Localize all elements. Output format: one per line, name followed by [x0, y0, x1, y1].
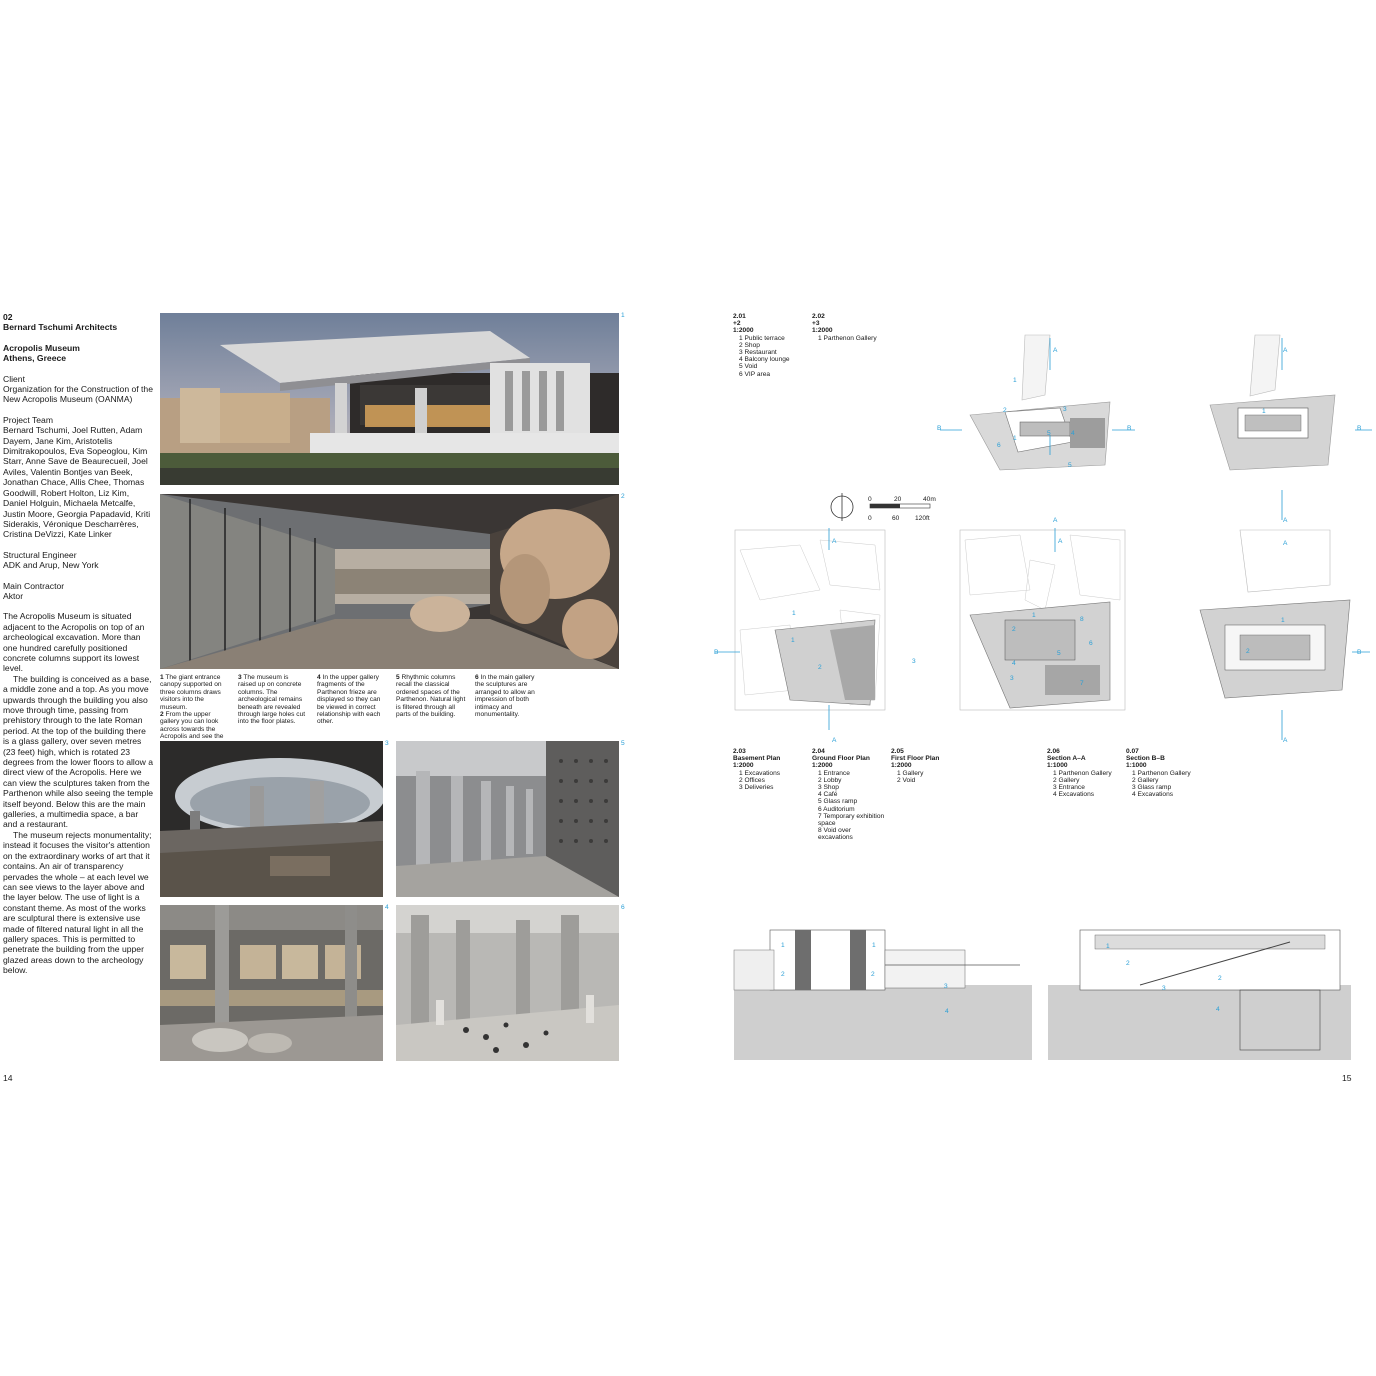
plan-label-2-05 — [891, 748, 966, 784]
plan-level-2-03: Basement Plan — [733, 755, 781, 763]
room-number: 1 — [1013, 435, 1017, 442]
photo-number-5: 5 — [621, 740, 625, 747]
contractor-value: Aktor — [3, 590, 24, 601]
team-value: Bernard Tschumi, Joel Rutten, Adam Dayem, Jane Kim, Aristotelis Dimitrakopoulos, Eva Sopeoglou, Kim Starr, Anne Save de Beaurecueil, Joel Aviles, Valentin Bontjes van Beek, Jonathan Chace, Allis Chee, Thomas Goodwill, Robert Holton, Liz Kim, Daniel Holguin, Michaela Metcalfe, Justin Moore, Georgia Papadavid, Kriti Siderakis, Véronique Descharrères, Cristina DeVizzi, Kate Linker — [3, 425, 151, 540]
legend-item: 1 Parthenon Gallery — [1132, 769, 1191, 777]
scale-label: 0 — [868, 515, 872, 522]
photo-main-gallery — [396, 905, 619, 1061]
marker-b: B — [1357, 425, 1362, 432]
team-label: Project Team — [3, 414, 53, 425]
plan-scale-2-01: 1:2000 — [733, 327, 754, 335]
room-number: 7 — [1080, 680, 1084, 687]
scale-label: 20 — [894, 496, 902, 503]
plan-code-2-03: 2.03 — [733, 748, 746, 755]
legend-item: 2 Gallery — [1132, 776, 1159, 784]
plan-scale-2-03: 1:2000 — [733, 762, 754, 770]
plan-scale-2-05: 1:2000 — [891, 762, 912, 770]
caption-col-4 — [396, 674, 466, 718]
legend-item: 1 Public terrace — [739, 334, 785, 342]
caption-text-4: In the upper gallery fragments of the Parthenon frieze are displayed so they can be viewed in correct relationship with each other. — [317, 674, 381, 726]
plan-code-2-06: 2.06 — [1047, 748, 1060, 755]
plan-label-2-04 — [812, 748, 887, 842]
body-paragraph-2: The building is conceived as a base, a middle zone and a top. As you move upwards through the building you also move through time, passing from prehistory through to the late Roman period. At the top of the building there is a glass gallery, over seven metres (23 feet) high, which is rotated 23 degrees from the lower floors to allow a direct view of the Acropolis. Here we can view the sculptures taken from the Parthenon while also seeing the temple itself beyond. Below this are the main galleries, a multimedia space, a bar and a restaurant. — [3, 673, 154, 830]
photo-number-6: 6 — [621, 904, 625, 911]
scale-label: 60 — [892, 515, 900, 522]
project-text-column — [3, 312, 153, 976]
plan-level-plus-3 — [1210, 335, 1372, 520]
plan-first-floor — [1200, 530, 1370, 740]
photo-raised-columns — [160, 741, 383, 897]
scale-label: 40m — [923, 496, 936, 503]
marker-b: B — [1357, 649, 1362, 656]
marker-a: A — [1283, 737, 1288, 744]
legend-item: 4 Excavations — [1132, 791, 1174, 799]
legend-item: 2 Shop — [739, 341, 760, 349]
room-number: 4 — [1071, 430, 1075, 437]
section-number: 1 — [872, 942, 876, 949]
legend-item: 1 Excavations — [739, 769, 781, 777]
caption-col-2 — [238, 674, 308, 726]
project-location: Athens, Greece — [3, 353, 67, 364]
section-b-b — [1048, 930, 1351, 1060]
caption-text-3: The museum is raised up on concrete columns. The archeological remains beneath are revealed through large holes cut into the floor plates. — [238, 674, 306, 726]
plan-scale-2-06: 1:1000 — [1047, 762, 1068, 770]
section-number: 3 — [1162, 985, 1166, 992]
plan-level-2-01: +2 — [733, 320, 741, 328]
marker-b: B — [937, 425, 942, 432]
plan-label-0-07 — [1126, 748, 1204, 798]
section-number: 2 — [1126, 960, 1130, 967]
legend-item: 3 Shop — [818, 784, 839, 792]
legend-item: 2 Void — [897, 776, 916, 784]
marker-a: A — [1283, 517, 1288, 524]
contractor-label: Main Contractor — [3, 580, 65, 591]
caption-num-4: 4 — [317, 674, 321, 681]
marker-b: B — [1127, 425, 1132, 432]
section-number: 2 — [781, 971, 785, 978]
photo-upper-gallery — [160, 494, 619, 669]
room-number: 6 — [997, 442, 1001, 449]
legend-item: 4 Café — [818, 791, 838, 799]
photo-parthenon-frieze — [160, 905, 383, 1061]
scale-label: 120ft — [915, 515, 930, 522]
room-number: 1 — [1262, 408, 1266, 415]
marker-a: A — [1283, 540, 1288, 547]
marker-b: B — [714, 649, 719, 656]
photo-rhythmic-columns — [396, 741, 619, 897]
plan-level-2-05: First Floor Plan — [891, 755, 940, 763]
section-number: 1 — [781, 942, 785, 949]
caption-col-3 — [317, 674, 387, 726]
legend-item: 1 Parthenon Gallery — [1053, 769, 1112, 777]
room-number: 1 — [791, 637, 795, 644]
plan-scale-2-02: 1:2000 — [812, 327, 833, 335]
legend-item: 1 Parthenon Gallery — [818, 334, 877, 342]
plan-code-2-05: 2.05 — [891, 748, 904, 755]
marker-a: A — [832, 538, 837, 545]
room-number: 5 — [1068, 462, 1072, 469]
legend-item: 8 Void over excavations — [818, 827, 853, 842]
engineer-value: ADK and Arup, New York — [3, 560, 99, 571]
architectural-drawings — [700, 330, 1376, 1070]
section-number: 1 — [1106, 943, 1110, 950]
room-number: 4 — [1012, 660, 1016, 667]
legend-item: 4 Excavations — [1053, 791, 1095, 799]
legend-item: 3 Deliveries — [739, 784, 774, 792]
page-number-left: 14 — [3, 1073, 13, 1083]
legend-item: 3 Restaurant — [739, 349, 777, 357]
caption-text-5: Rhythmic columns recall the classical ordered spaces of the Parthenon. Natural light is filtered through all parts of the building. — [396, 674, 466, 719]
legend-item: 5 Glass ramp — [818, 798, 858, 806]
room-number: 1 — [792, 610, 796, 617]
legend-item: 7 Temporary exhibition space — [818, 812, 885, 828]
plan-code-2-01: 2.01 — [733, 313, 746, 320]
section-a-a — [734, 930, 1032, 1060]
caption-num-2: 2 — [160, 711, 164, 719]
room-number: 2 — [818, 664, 822, 671]
room-number: 1 — [1032, 612, 1036, 619]
plan-ground-floor — [960, 528, 1125, 710]
plan-code-2-04: 2.04 — [812, 748, 825, 755]
room-number: 3 — [1010, 675, 1014, 682]
marker-a: A — [1283, 347, 1288, 354]
room-number: 2 — [1246, 648, 1250, 655]
caption-num-6: 6 — [475, 674, 479, 681]
project-number: 02 — [3, 312, 13, 322]
room-number: 6 — [1089, 640, 1093, 647]
caption-text-1: The giant entrance canopy supported on three columns draws visitors into the museum. — [160, 674, 222, 711]
caption-num-5: 5 — [396, 674, 400, 681]
client-value: Organization for the Construction of the New Acropolis Museum (OANMA) — [3, 384, 153, 405]
caption-text-2: From the upper gallery you can look across towards the Acropolis and see the — [160, 711, 224, 741]
marker-a: A — [832, 737, 837, 744]
plan-code-2-02: 2.02 — [812, 313, 825, 320]
legend-item: 4 Balcony lounge — [739, 356, 790, 364]
plan-level-plus-2 — [940, 335, 1135, 470]
room-number: 2 — [1003, 407, 1007, 414]
plan-label-2-03 — [733, 748, 808, 791]
engineer-label: Structural Engineer — [3, 549, 77, 560]
marker-a: A — [1053, 517, 1058, 524]
plan-code-0-07: 0.07 — [1126, 748, 1139, 755]
room-number: 2 — [1012, 626, 1016, 633]
plan-level-0-07: Section B–B — [1126, 755, 1165, 763]
legend-item: 3 Glass ramp — [1132, 784, 1172, 792]
plan-level-2-04: Ground Floor Plan — [812, 755, 870, 763]
caption-num-1: 1 — [160, 674, 164, 681]
section-number: 3 — [944, 983, 948, 990]
legend-item: 6 Auditorium — [818, 805, 855, 813]
plan-level-2-06: Section A–A — [1047, 755, 1086, 763]
project-title: Acropolis Museum — [3, 342, 80, 353]
photo-number-3: 3 — [385, 740, 389, 747]
legend-item: 5 Void — [739, 363, 758, 371]
scale-label: 0 — [868, 496, 872, 503]
legend-item: 3 Entrance — [1053, 784, 1085, 792]
legend-item: 1 Gallery — [897, 769, 924, 777]
plan-scale-0-07: 1:1000 — [1126, 762, 1147, 770]
plan-label-2-06 — [1047, 748, 1125, 798]
caption-col-5 — [475, 674, 545, 718]
body-paragraph-1: The Acropolis Museum is situated adjacent to the Acropolis on top of an archeological excavation. More than one hundred carefully positioned concrete columns support its lowest level. — [3, 611, 145, 674]
section-number: 2 — [871, 971, 875, 978]
caption-num-3: 3 — [238, 674, 242, 681]
plan-basement — [715, 528, 885, 730]
room-number: 1 — [1281, 617, 1285, 624]
architect-name: Bernard Tschumi Architects — [3, 322, 118, 333]
legend-item: 2 Gallery — [1053, 776, 1080, 784]
plan-level-2-02: +3 — [812, 320, 820, 328]
room-number: 8 — [1080, 616, 1084, 623]
section-number: 4 — [1216, 1006, 1220, 1013]
marker-a: A — [1058, 538, 1063, 545]
room-number: 5 — [1047, 430, 1051, 437]
photo-number-4: 4 — [385, 904, 389, 911]
room-number: 1 — [1013, 377, 1017, 384]
photo-museum-exterior — [160, 313, 619, 485]
plan-scale-2-04: 1:2000 — [812, 762, 833, 770]
photo-number-1: 1 — [621, 312, 625, 319]
legend-item: 6 VIP area — [739, 370, 771, 378]
room-number: 3 — [1063, 406, 1067, 413]
client-label: Client — [3, 373, 25, 384]
page-number-right: 15 — [1342, 1073, 1352, 1083]
caption-text-6: In the main gallery the sculptures are arranged to allow an impression of both intimacy and monumentality. — [475, 674, 535, 719]
section-number: 4 — [945, 1008, 949, 1015]
marker-a: A — [1053, 347, 1058, 354]
legend-item: 2 Offices — [739, 776, 765, 784]
room-number: 3 — [912, 658, 916, 665]
photo-number-2: 2 — [621, 493, 625, 500]
legend-item: 2 Lobby — [818, 776, 842, 784]
legend-item: 1 Entrance — [818, 769, 850, 777]
section-number: 2 — [1218, 975, 1222, 982]
room-number: 5 — [1057, 650, 1061, 657]
body-paragraph-3: The museum rejects monumentality; instead it focuses the visitor's attention on the extraordinary works of art that it contains. An air of transparency pervades the whole – at each level we can see views to the layer above and the layer below. The use of light is a constant theme. As most of the works are sculptural there is extensive use made of filtered natural light in all the gallery spaces. This is permitted to penetrate the building from the upper glazed areas down to the archeology below. — [3, 829, 152, 976]
